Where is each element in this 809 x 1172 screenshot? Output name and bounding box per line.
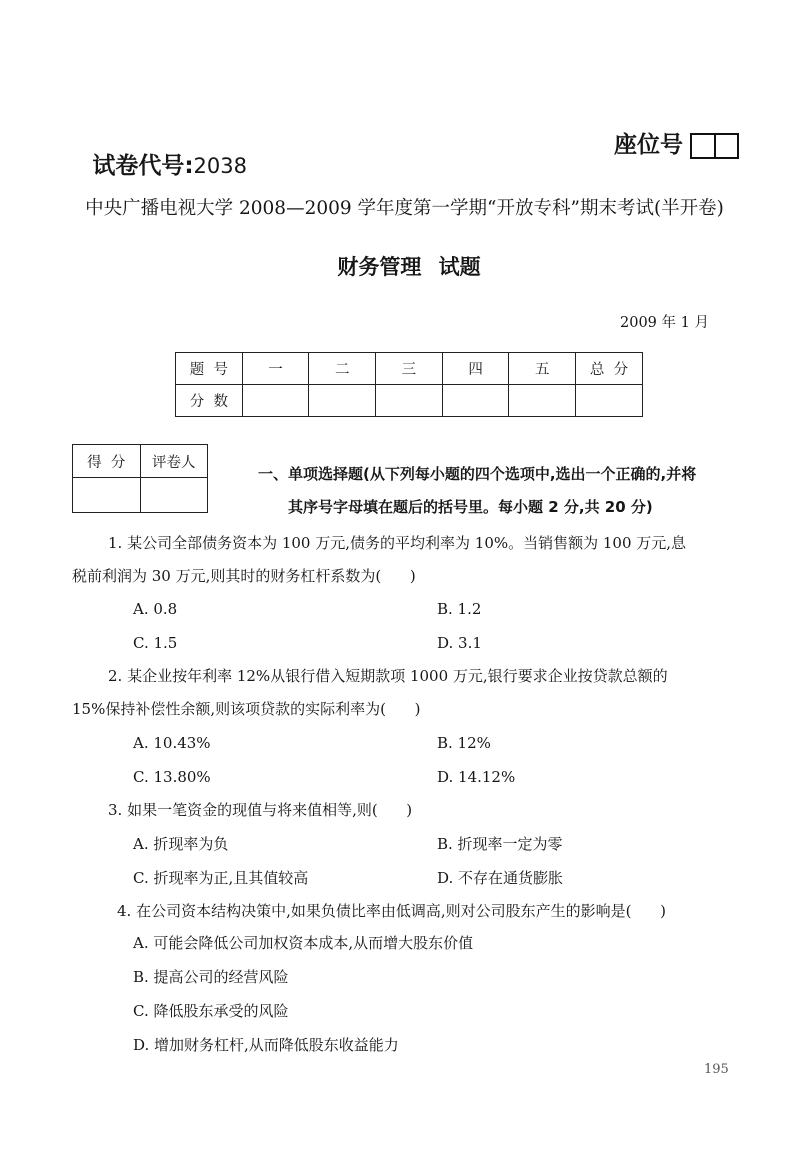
question-text: 2. 某企业按年利率 12%从银行借入短期款项 1000 万元,银行要求企业按贷款总额的 bbox=[108, 667, 668, 685]
option-a: A. 10.43% bbox=[133, 734, 211, 752]
score-table-header: 题 号 bbox=[176, 353, 243, 385]
option-a: A. 可能会降低公司加权资本成本,从而增大股东价值 bbox=[133, 934, 474, 952]
option-d: D. 增加财务杠杆,从而降低股东收益能力 bbox=[133, 1036, 399, 1054]
score-table bbox=[175, 352, 643, 417]
option-b: B. 12% bbox=[437, 734, 491, 752]
option-d: D. 3.1 bbox=[437, 634, 482, 652]
option-c: C. 降低股东承受的风险 bbox=[133, 1002, 289, 1020]
option-b: B. 提高公司的经营风险 bbox=[133, 968, 289, 986]
grader-table-header-row bbox=[73, 445, 208, 478]
option-a: A. 折现率为负 bbox=[133, 835, 229, 853]
option-b: B. 折现率一定为零 bbox=[437, 835, 563, 853]
option-b: B. 1.2 bbox=[437, 600, 482, 618]
score-cell bbox=[376, 385, 443, 417]
section-heading-line: 一、单项选择题(从下列每小题的四个选项中,选出一个正确的,并将 bbox=[258, 465, 697, 483]
score-cell bbox=[309, 385, 376, 417]
option-c: C. 折现率为正,且其值较高 bbox=[133, 869, 309, 887]
score-cell bbox=[442, 385, 509, 417]
paper-code-value: 2038 bbox=[193, 154, 247, 179]
question-text: 3. 如果一笔资金的现值与将来值相等,则( ) bbox=[108, 801, 413, 819]
option-d: D. 14.12% bbox=[437, 768, 516, 786]
score-table-header-row bbox=[176, 353, 643, 385]
score-cell bbox=[576, 385, 643, 417]
option-a: A. 0.8 bbox=[133, 600, 178, 618]
grader-score-cell bbox=[73, 478, 141, 513]
option-c: C. 13.80% bbox=[133, 768, 211, 786]
grader-score-label: 得 分 bbox=[73, 445, 141, 478]
paper-code bbox=[72, 134, 247, 200]
grader-name-cell bbox=[140, 478, 208, 513]
score-cell bbox=[509, 385, 576, 417]
subject-title: 财务管理 试题 bbox=[337, 255, 481, 279]
question-text: 15%保持补偿性余额,则该项贷款的实际利率为( ) bbox=[72, 700, 421, 718]
question-text: 4. 在公司资本结构决策中,如果负债比率由低调高,则对公司股东产生的影响是( ) bbox=[117, 902, 666, 920]
page-number: 195 bbox=[704, 1062, 729, 1077]
option-c: C. 1.5 bbox=[133, 634, 178, 652]
grader-table bbox=[72, 444, 208, 513]
section-heading-line: 其序号字母填在题后的括号里。每小题 2 分,共 20 分) bbox=[288, 498, 653, 516]
seat-box bbox=[714, 135, 738, 157]
seat-label: 座位号 bbox=[614, 132, 683, 158]
option-d: D. 不存在通货膨胀 bbox=[437, 869, 564, 887]
grader-table-entry-row bbox=[73, 478, 208, 513]
grader-name-label: 评卷人 bbox=[140, 445, 208, 478]
score-table-header: 四 bbox=[442, 353, 509, 385]
score-table-score-row bbox=[176, 385, 643, 417]
score-table-header: 二 bbox=[309, 353, 376, 385]
exam-date: 2009 年 1 月 bbox=[620, 315, 709, 331]
paper-code-label: 试卷代号: bbox=[92, 153, 194, 180]
seat-number-boxes bbox=[690, 133, 739, 159]
exam-title: 中央广播电视大学 2008—2009 学年度第一学期“开放专科”期末考试(半开卷) bbox=[85, 198, 724, 219]
score-table-header: 一 bbox=[242, 353, 309, 385]
score-table-header: 总 分 bbox=[576, 353, 643, 385]
score-row-label: 分 数 bbox=[176, 385, 243, 417]
question-text: 1. 某公司全部债务资本为 100 万元,债务的平均利率为 10%。当销售额为 100 万元,息 bbox=[108, 534, 687, 552]
seat-box bbox=[692, 135, 714, 157]
question-text: 税前利润为 30 万元,则其时的财务杠杆系数为( ) bbox=[72, 567, 416, 585]
score-table-header: 三 bbox=[376, 353, 443, 385]
score-table-header: 五 bbox=[509, 353, 576, 385]
score-cell bbox=[242, 385, 309, 417]
